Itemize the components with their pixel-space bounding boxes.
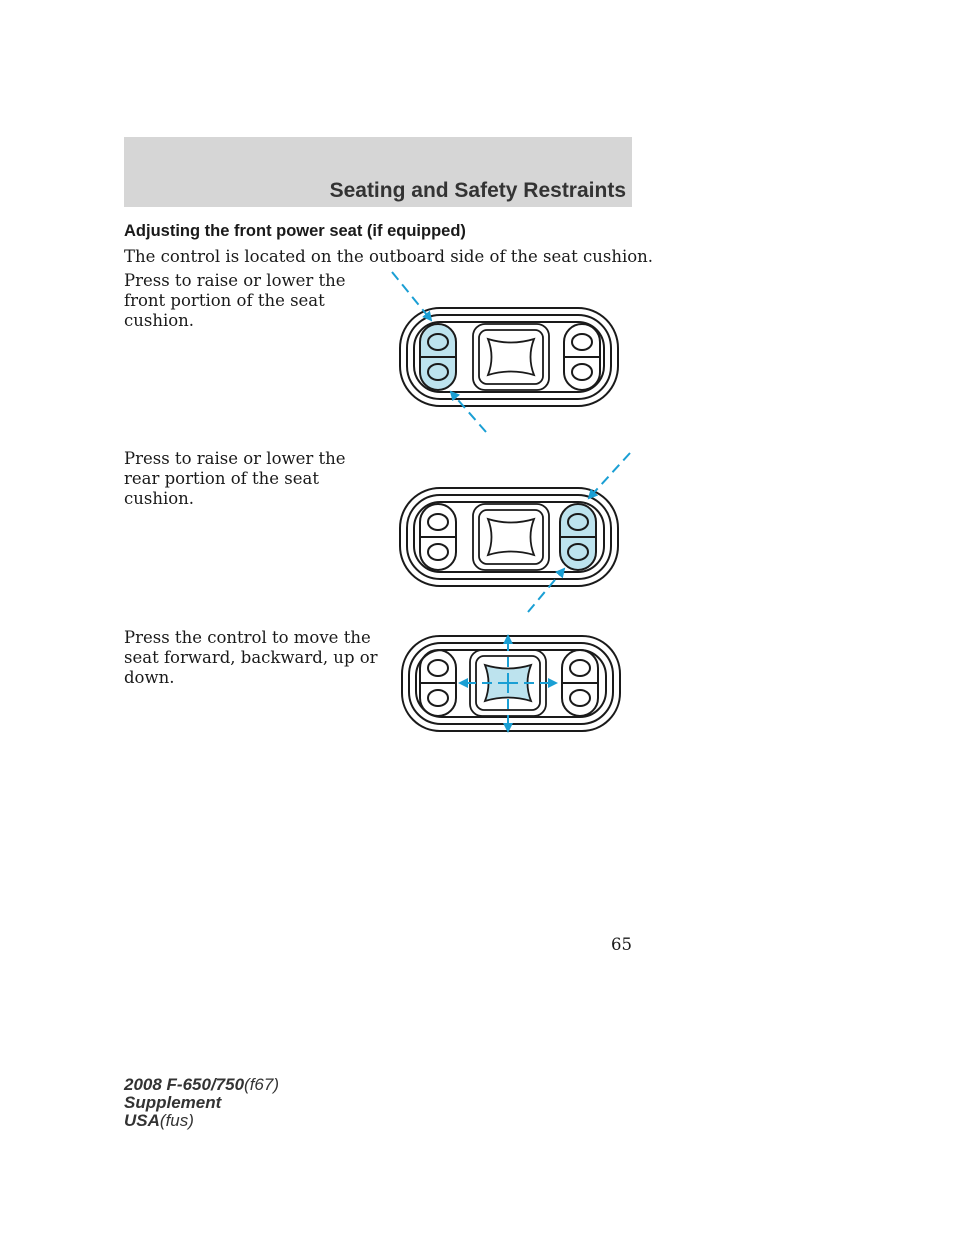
seat-control-diagram-center <box>380 630 640 830</box>
footer-doc-type: Supplement <box>124 1093 222 1112</box>
center-control <box>473 504 549 570</box>
page-number: 65 <box>611 935 632 954</box>
footer-market-line <box>124 1112 279 1130</box>
front-cushion-switch <box>420 504 456 570</box>
footer-model-code: (f67) <box>244 1075 280 1094</box>
footer-model-line <box>124 1076 279 1094</box>
rear-cushion-switch <box>562 650 598 716</box>
footer-model: 2008 F-650/750 <box>124 1075 245 1094</box>
rear-cushion-switch <box>560 504 596 570</box>
page-title: Seating and Safety Restraints <box>329 179 626 202</box>
header-band <box>124 137 632 207</box>
instruction-seat-position: Press the control to move the seat forward, backward, up or down. <box>124 628 378 687</box>
intro-paragraph: The control is located on the outboard side of the seat cushion. <box>124 247 654 266</box>
instruction-rear-cushion: Press to raise or lower the rear portion of the seat cushion. <box>124 449 346 508</box>
document-footer <box>124 1076 279 1130</box>
front-cushion-switch <box>420 324 456 390</box>
rear-cushion-switch <box>564 324 600 390</box>
seat-control-diagram-rear <box>380 445 640 645</box>
footer-market-code: (fus) <box>159 1111 194 1130</box>
direction-arrow-down <box>528 569 564 612</box>
direction-arrow-up <box>392 272 431 320</box>
front-cushion-switch <box>420 650 456 716</box>
center-control <box>473 324 549 390</box>
footer-market: USA <box>124 1111 160 1130</box>
direction-arrow-up <box>589 453 630 498</box>
seat-control-diagram-front <box>380 250 640 450</box>
section-heading: Adjusting the front power seat (if equipped) <box>124 222 466 240</box>
instruction-front-cushion: Press to raise or lower the front portion of the seat cushion. <box>124 271 346 330</box>
